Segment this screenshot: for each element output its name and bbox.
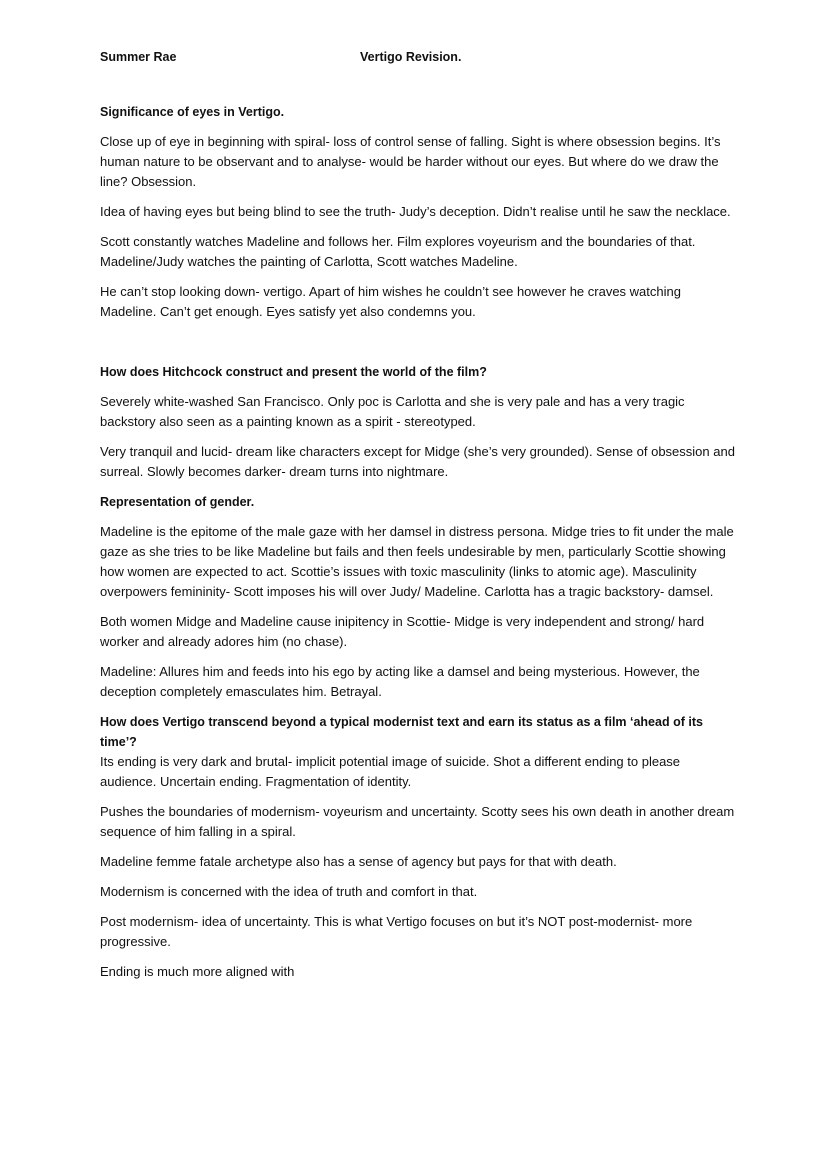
- paragraph: Scott constantly watches Madeline and follows her. Film explores voyeurism and the boundaries of that.: [100, 234, 696, 249]
- section-heading-world: How does Hitchcock construct and present the world of the film?: [100, 365, 487, 379]
- paragraph: Pushes the boundaries of modernism- voyeurism and uncertainty. Scotty sees his own death in another dream sequence of him falling in a spiral.: [100, 804, 735, 839]
- document-title: Vertigo Revision.: [360, 50, 462, 64]
- paragraph: Madeline: Allures him and feeds into his ego by acting like a damsel and being mysterious. However, the deception completely emasculates him. Betrayal.: [100, 664, 700, 699]
- paragraph: He can’t stop looking down- vertigo. Apart of him wishes he couldn’t see however he craves watching Madeline. Can’t get enough. Eyes satisfy yet also condemns you.: [100, 284, 681, 319]
- paragraph: Severely white-washed San Francisco. Only poc is Carlotta and she is very pale and has a very tragic backstory also seen as a painting known as a spirit - stereotyped.: [100, 394, 685, 429]
- paragraph: Madeline/Judy watches the painting of Carlotta, Scott watches Madeline.: [100, 254, 518, 269]
- document-page: [100, 50, 736, 979]
- paragraph: Madeline femme fatale archetype also has a sense of agency but pays for that with death.: [100, 854, 617, 869]
- author-name: Summer Rae: [100, 50, 177, 64]
- paragraph: Modernism is concerned with the idea of truth and comfort in that.: [100, 884, 478, 899]
- paragraph: Close up of eye in beginning with spiral- loss of control sense of falling. Sight is where obsession begins. It’s human nature to be observant and to analyse- would be harder without our eyes. But where do we draw the line? Obsession.: [100, 134, 721, 189]
- section-heading-eyes: Significance of eyes in Vertigo.: [100, 105, 285, 119]
- paragraph: Madeline is the epitome of the male gaze with her damsel in distress persona. Midge tries to fit under the male gaze as she tries to be like Madeline but fails and then feels undesirable by men, particularly Scottie showing how women are expected to act. Scottie’s issues with toxic masculinity (links to atomic age). Masculinity overpowers femininity- Scott imposes his will over Judy/ Madeline. Carlotta has a tragic backstory- damsel.: [100, 524, 734, 599]
- paragraph: Its ending is very dark and brutal- implicit potential image of suicide. Shot a different ending to please audience. Uncertain ending. Fragmentation of identity.: [100, 754, 681, 789]
- paragraph: Idea of having eyes but being blind to see the truth- Judy’s deception. Didn’t realise until he saw the necklace.: [100, 204, 731, 219]
- section-heading-gender: Representation of gender.: [100, 495, 255, 509]
- document-body: [100, 102, 736, 992]
- document-header: [100, 50, 736, 72]
- paragraph: Both women Midge and Madeline cause inipitency in Scottie- Midge is very independent and strong/ hard worker and already adores him (no chase).: [100, 614, 705, 649]
- paragraph: Very tranquil and lucid- dream like characters except for Midge (she’s very grounded). Sense of obsession and surreal. Slowly becomes darker- dream turns into nightmare.: [100, 444, 735, 479]
- paragraph: Ending is much more aligned with: [100, 964, 295, 979]
- spacer: [100, 332, 736, 362]
- paragraph: Post modernism- idea of uncertainty. This is what Vertigo focuses on but it’s NOT post-modernist- more progressive.: [100, 914, 693, 949]
- section-heading-modernism: How does Vertigo transcend beyond a typical modernist text and earn its status as a film ‘ahead of its time’?: [100, 715, 703, 749]
